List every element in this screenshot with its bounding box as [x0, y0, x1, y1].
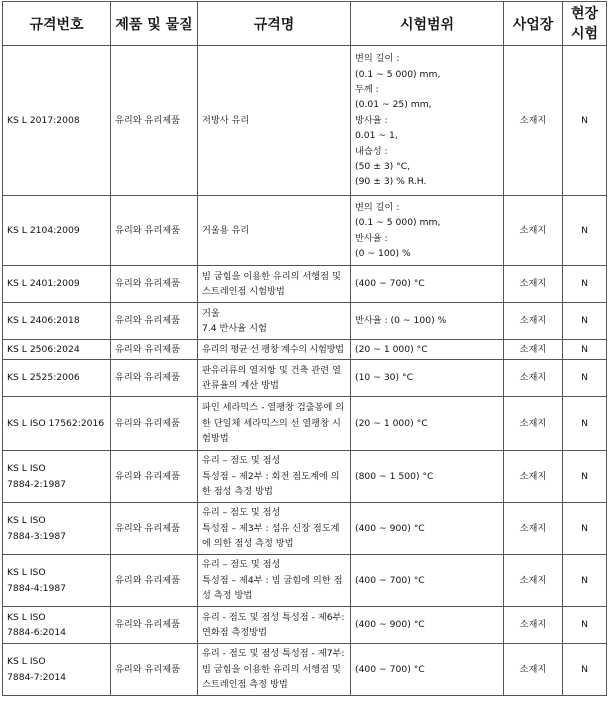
table-row	[3, 451, 607, 503]
cell-field: N	[563, 503, 607, 555]
table-row	[3, 340, 607, 360]
cell-code: KS L ISO 7884-6:2014	[3, 607, 111, 644]
cell-product: 유리와 유리제품	[111, 607, 198, 644]
cell-name: 거울용 유리	[198, 196, 351, 266]
cell-product: 유리와 유리제품	[111, 555, 198, 607]
cell-site: 소재지	[504, 607, 563, 644]
cell-range: (20 ~ 1 000) °C	[351, 397, 504, 451]
cell-site: 소재지	[504, 555, 563, 607]
cell-name: 빔 굽힘을 이용한 유리의 서행점 및 스트레인점 시험방법	[198, 266, 351, 303]
cell-range: 반사율 : (0 ~ 100) %	[351, 303, 504, 340]
header-site: 사업장	[504, 2, 563, 46]
cell-product: 유리와 유리제품	[111, 266, 198, 303]
cell-code: KS L 2401:2009	[3, 266, 111, 303]
cell-field: N	[563, 266, 607, 303]
cell-code: KS L 2017:2008	[3, 46, 111, 196]
table-row	[3, 266, 607, 303]
cell-code: KS L 2104:2009	[3, 196, 111, 266]
cell-product: 유리와 유리제품	[111, 46, 198, 196]
cell-product: 유리와 유리제품	[111, 503, 198, 555]
cell-site: 소재지	[504, 340, 563, 360]
table-row	[3, 303, 607, 340]
cell-site: 소재지	[504, 397, 563, 451]
cell-code: KS L 2525:2006	[3, 360, 111, 397]
cell-product: 유리와 유리제품	[111, 451, 198, 503]
cell-name: 저방사 유리	[198, 46, 351, 196]
cell-name: 유리 - 점도 및 점성 특성점 - 제7부: 빔 굽힘을 이용한 유리의 서행점 및 스트레인점 측정 방법	[198, 644, 351, 696]
table-row	[3, 196, 607, 266]
table-row	[3, 503, 607, 555]
cell-field: N	[563, 340, 607, 360]
header-field-test: 현장 시험	[563, 2, 607, 46]
cell-code: KS L 2406:2018	[3, 303, 111, 340]
cell-code: KS L ISO 7884-4:1987	[3, 555, 111, 607]
cell-name: 판유리류의 열저항 및 건축 관련 열관류율의 계산 방법	[198, 360, 351, 397]
header-product: 제품 및 물질	[111, 2, 198, 46]
cell-site: 소재지	[504, 196, 563, 266]
cell-product: 유리와 유리제품	[111, 303, 198, 340]
cell-code: KS L ISO 7884-2:1987	[3, 451, 111, 503]
cell-site: 소재지	[504, 644, 563, 696]
cell-field: N	[563, 360, 607, 397]
cell-range: (800 ~ 1 500) °C	[351, 451, 504, 503]
cell-range: (400 ~ 700) °C	[351, 555, 504, 607]
cell-name: 유리 - 점도 및 점성 특성점 - 제6부: 연화점 측정방법	[198, 607, 351, 644]
cell-site: 소재지	[504, 360, 563, 397]
cell-range: (400 ~ 700) °C	[351, 266, 504, 303]
cell-field: N	[563, 397, 607, 451]
cell-field: N	[563, 303, 607, 340]
cell-name: 거울 7.4 반사율 시험	[198, 303, 351, 340]
accreditation-scope-table	[2, 1, 607, 696]
cell-site: 소재지	[504, 266, 563, 303]
cell-name: 파인 세라믹스 - 열팽창 검출봉에 의한 단일체 세라믹스의 선 열팽창 시험방법	[198, 397, 351, 451]
cell-product: 유리와 유리제품	[111, 196, 198, 266]
cell-name: 유리 – 점도 및 점성 특성점 – 제3부 : 섬유 신장 점도계에 의한 점성 측정 방법	[198, 503, 351, 555]
cell-code: KS L ISO 7884-3:1987	[3, 503, 111, 555]
cell-field: N	[563, 196, 607, 266]
header-range: 시험범위	[351, 2, 504, 46]
header-name: 규격명	[198, 2, 351, 46]
cell-product: 유리와 유리제품	[111, 360, 198, 397]
cell-range: (400 ~ 900) °C	[351, 607, 504, 644]
cell-name: 유리의 평균 선 팽창 계수의 시험방법	[198, 340, 351, 360]
cell-range: (400 ~ 700) °C	[351, 644, 504, 696]
cell-name: 유리 – 점도 및 점성 특성점 – 제2부 : 회전 점도계에 의한 점성 측정 방법	[198, 451, 351, 503]
cell-field: N	[563, 451, 607, 503]
cell-name: 유리 – 점도 및 점성 특성점 – 제4부 : 빔 굽힘에 의한 점성 측정 방법	[198, 555, 351, 607]
cell-site: 소재지	[504, 503, 563, 555]
cell-field: N	[563, 555, 607, 607]
cell-code: KS L 2506:2024	[3, 340, 111, 360]
cell-range: (10 ~ 30) °C	[351, 360, 504, 397]
table-row	[3, 555, 607, 607]
table-row	[3, 360, 607, 397]
table-row	[3, 607, 607, 644]
table-row	[3, 46, 607, 196]
table-row	[3, 644, 607, 696]
cell-range: 변의 길이 : (0.1 ~ 5 000) mm, 두께 : (0.01 ~ 25) mm, 방사율 : 0.01 ~ 1, 내습성 : (50 ± 3) °C, (90 ± 3) % R.H.	[351, 46, 504, 196]
header-code: 규격번호	[3, 2, 111, 46]
cell-field: N	[563, 607, 607, 644]
table-header-row	[3, 2, 607, 46]
cell-site: 소재지	[504, 303, 563, 340]
cell-range: 변의 길이 : (0.1 ~ 5 000) mm, 반사율 : (0 ~ 100) %	[351, 196, 504, 266]
cell-product: 유리와 유리제품	[111, 644, 198, 696]
cell-product: 유리와 유리제품	[111, 397, 198, 451]
cell-site: 소재지	[504, 451, 563, 503]
cell-site: 소재지	[504, 46, 563, 196]
cell-code: KS L ISO 7884-7:2014	[3, 644, 111, 696]
cell-code: KS L ISO 17562:2016	[3, 397, 111, 451]
cell-field: N	[563, 46, 607, 196]
cell-range: (400 ~ 900) °C	[351, 503, 504, 555]
cell-field: N	[563, 644, 607, 696]
table-row	[3, 397, 607, 451]
cell-range: (20 ~ 1 000) °C	[351, 340, 504, 360]
cell-product: 유리와 유리제품	[111, 340, 198, 360]
